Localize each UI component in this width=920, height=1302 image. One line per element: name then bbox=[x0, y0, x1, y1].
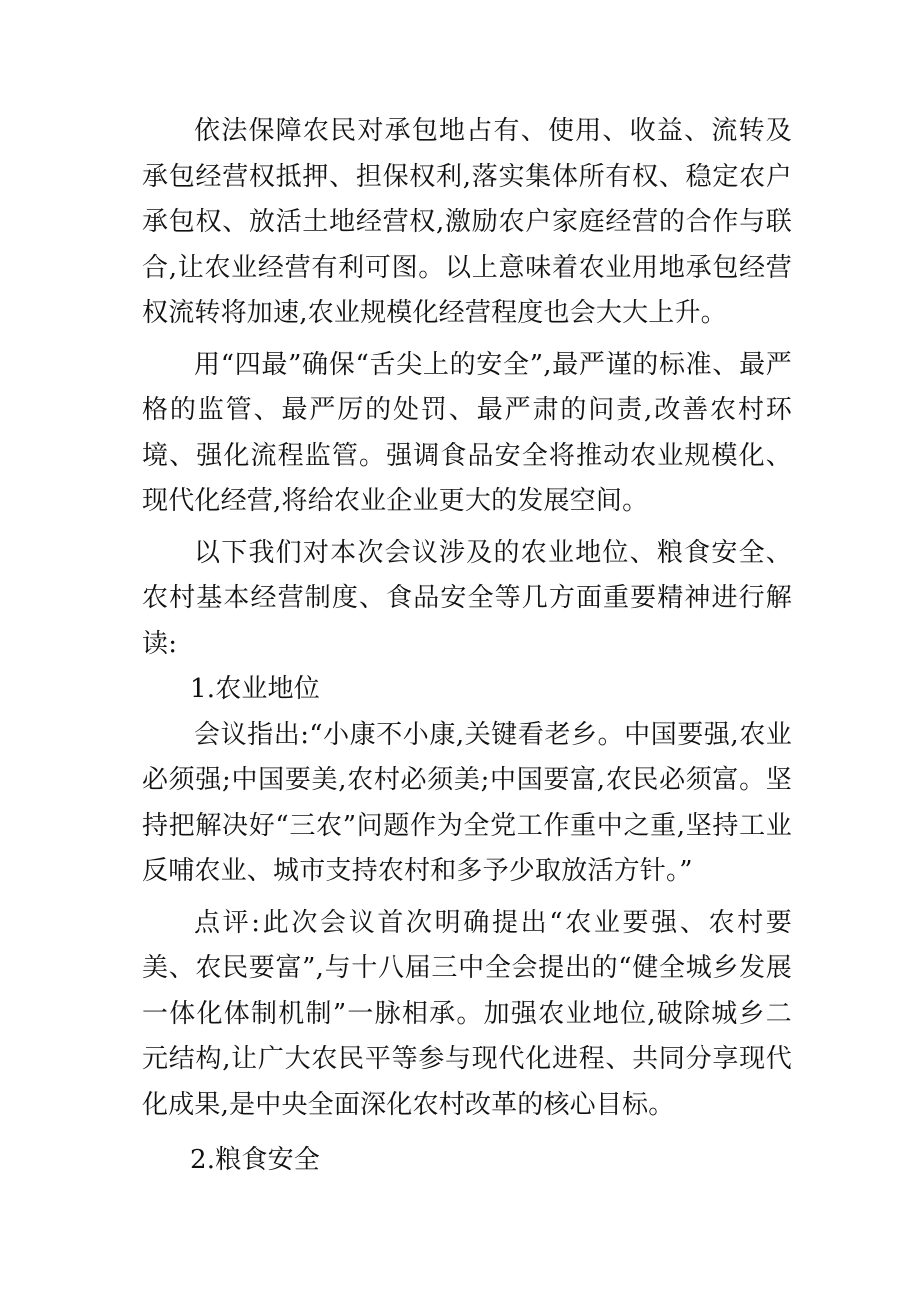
paragraph-food-safety: 用“四最”确保“舌尖上的安全”,最严谨的标准、最严格的监管、最严厉的处罚、最严肃的问责,改善农村环境、强化流程监管。强调食品安全将推动农业规模化、现代化经营,将给农业企业更大的发展空间。 bbox=[142, 349, 792, 516]
section-heading-agriculture-status: 1.农业地位 bbox=[190, 674, 321, 704]
paragraph-commentary: 点评:此次会议首次明确提出“农业要强、农村要美、农民要富”,与十八届三中全会提出的“健全城乡发展一体化体制机制”一脉相承。加强农业地位,破除城乡二元结构,让广大农民平等参与现代化进程、共同分享现代化成果,是中央全面深化农村改革的核心目标。 bbox=[142, 907, 792, 1120]
paragraph-land-rights: 依法保障农民对承包地占有、使用、收益、流转及承包经营权抵押、担保权利,落实集体所有权、稳定农户承包权、放活土地经营权,激励农户家庭经营的合作与联合,让农业经营有利可图。以上意味着农业用地承包经营权流转将加速,农业规模化经营程度也会大大上升。 bbox=[142, 116, 792, 328]
section-heading-grain-security: 2.粮食安全 bbox=[190, 1145, 321, 1175]
document-body bbox=[142, 109, 792, 1184]
paragraph-intro: 以下我们对本次会议涉及的农业地位、粮食安全、农村基本经营制度、食品安全等几方面重要精神进行解读: bbox=[142, 537, 792, 659]
paragraph-meeting-points: 会议指出:“小康不小康,关键看老乡。中国要强,农业必须强;中国要美,农村必须美;中国要富,农民必须富。坚持把解决好“三农”问题作为全党工作重中之重,坚持工业反哺农业、城市支持农村和多予少取放活方针。” bbox=[142, 719, 792, 886]
